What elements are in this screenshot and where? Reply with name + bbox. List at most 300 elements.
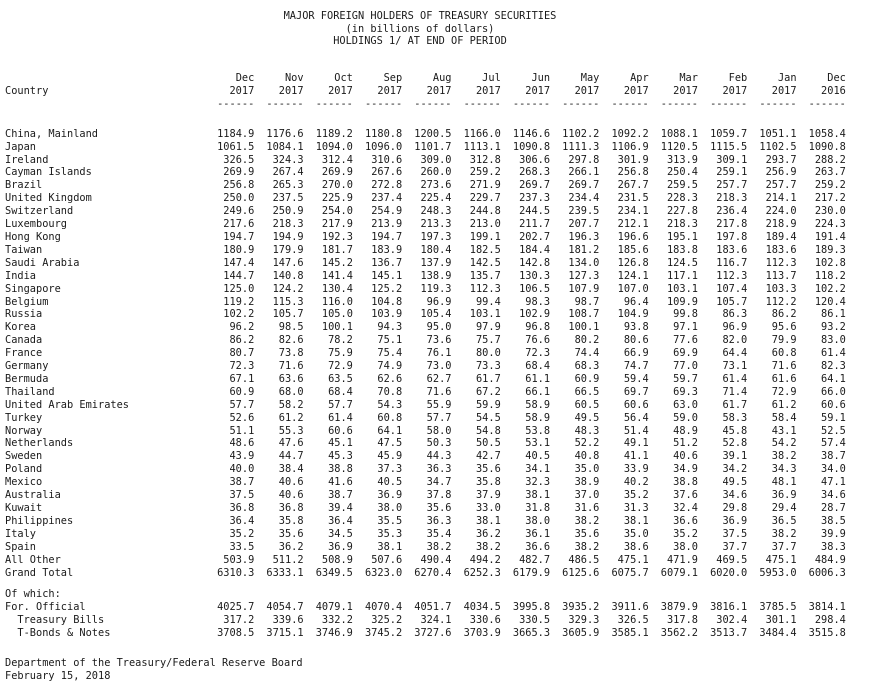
value-cell: 29.4 bbox=[771, 502, 797, 514]
value-cell: 329.3 bbox=[568, 614, 600, 627]
value-cell: 36.9 bbox=[722, 514, 748, 527]
value-cell: 217.8 bbox=[716, 218, 748, 231]
value-cell: 38.7 bbox=[229, 476, 255, 489]
value-cell: 102.9 bbox=[519, 308, 551, 321]
value-cell: 1084.1 bbox=[266, 140, 304, 153]
value-cell: 48.6 bbox=[229, 437, 255, 450]
value-cell: 484.9 bbox=[814, 553, 846, 566]
value-cell: 108.7 bbox=[568, 308, 600, 321]
value-cell: 272.8 bbox=[371, 179, 403, 192]
value-cell: 36.2 bbox=[475, 527, 501, 540]
table-row bbox=[5, 141, 846, 154]
value-cell: 239.5 bbox=[568, 205, 600, 218]
value-cell: 58.3 bbox=[722, 411, 748, 424]
value-cell: 35.5 bbox=[377, 514, 403, 527]
value-cell: 256.8 bbox=[223, 179, 255, 192]
value-cell: 3785.5 bbox=[759, 601, 797, 614]
value-cell: 96.9 bbox=[722, 321, 748, 334]
report-title: MAJOR FOREIGN HOLDERS OF TREASURY SECURITIES bbox=[283, 10, 557, 22]
value-cell: 254.9 bbox=[371, 205, 403, 218]
value-cell: 1184.9 bbox=[217, 127, 255, 140]
value-cell: 40.5 bbox=[377, 476, 403, 489]
value-cell: 31.3 bbox=[623, 502, 649, 514]
value-cell: 64.1 bbox=[377, 424, 403, 437]
value-cell: 35.0 bbox=[623, 527, 649, 540]
value-cell: 6270.4 bbox=[414, 566, 452, 579]
value-cell: 1094.0 bbox=[315, 140, 353, 153]
header-dashes: ------ bbox=[660, 97, 698, 110]
value-cell: 4079.1 bbox=[315, 601, 353, 614]
value-cell: 469.5 bbox=[716, 553, 748, 566]
value-cell: 36.9 bbox=[377, 489, 403, 502]
value-cell: 83.0 bbox=[821, 334, 846, 347]
value-cell: 40.6 bbox=[278, 476, 304, 489]
value-cell: 69.7 bbox=[623, 385, 649, 398]
header-month: Sep bbox=[383, 72, 403, 84]
value-cell: 68.4 bbox=[525, 360, 551, 373]
value-cell: 507.6 bbox=[371, 553, 403, 566]
value-cell: 234.4 bbox=[568, 192, 600, 205]
value-cell: 38.7 bbox=[821, 450, 846, 463]
value-cell: 38.0 bbox=[525, 514, 551, 527]
value-cell: 271.9 bbox=[469, 179, 501, 192]
value-cell: 125.0 bbox=[223, 282, 255, 295]
header-month: Aug bbox=[432, 72, 452, 84]
value-cell: 57.7 bbox=[229, 398, 255, 411]
value-cell: 58.9 bbox=[525, 411, 551, 424]
value-cell: 306.6 bbox=[519, 153, 551, 166]
value-cell: 32.4 bbox=[673, 502, 698, 514]
value-cell: 35.8 bbox=[278, 514, 304, 527]
value-cell: 112.3 bbox=[765, 256, 797, 269]
value-cell: 229.7 bbox=[469, 192, 501, 205]
value-cell: 4051.7 bbox=[414, 601, 452, 614]
value-cell: 144.7 bbox=[223, 269, 255, 282]
value-cell: 145.1 bbox=[371, 269, 403, 282]
value-cell: 66.0 bbox=[821, 385, 846, 398]
value-cell: 40.6 bbox=[278, 489, 304, 502]
value-cell: 62.6 bbox=[377, 372, 403, 385]
header-dashes: ------ bbox=[611, 97, 649, 110]
value-cell: 339.6 bbox=[272, 614, 304, 627]
value-cell: 98.5 bbox=[278, 321, 304, 334]
value-cell: 35.0 bbox=[574, 463, 600, 476]
value-cell: 6079.1 bbox=[660, 566, 698, 579]
value-cell: 105.0 bbox=[321, 308, 353, 321]
value-cell: 60.6 bbox=[821, 398, 846, 411]
value-cell: 181.7 bbox=[321, 243, 353, 256]
value-cell: 53.1 bbox=[525, 437, 551, 450]
value-cell: 494.2 bbox=[469, 553, 501, 566]
value-cell: 73.8 bbox=[278, 347, 304, 360]
value-cell: 54.8 bbox=[475, 424, 501, 437]
table-row bbox=[5, 334, 846, 347]
value-cell: 59.4 bbox=[623, 372, 649, 385]
table-row bbox=[5, 476, 846, 489]
value-cell: 34.3 bbox=[771, 463, 797, 476]
report-subtitle-units: (in billions of dollars) bbox=[345, 22, 495, 35]
country-name: Mexico bbox=[5, 476, 43, 489]
value-cell: 269.9 bbox=[321, 166, 353, 179]
value-cell: 38.1 bbox=[475, 514, 501, 527]
value-cell: 32.3 bbox=[525, 476, 551, 489]
value-cell: 1106.9 bbox=[611, 140, 649, 153]
value-cell: 96.9 bbox=[426, 295, 452, 308]
header-dashes: ------ bbox=[463, 97, 501, 110]
value-cell: 38.2 bbox=[771, 450, 797, 463]
value-cell: 6252.3 bbox=[463, 566, 501, 579]
value-cell: 94.3 bbox=[377, 321, 403, 334]
table-row bbox=[5, 231, 846, 244]
value-cell: 207.7 bbox=[568, 218, 600, 231]
value-cell: 268.3 bbox=[519, 166, 551, 179]
table-row bbox=[5, 541, 846, 554]
value-cell: 35.2 bbox=[229, 527, 255, 540]
value-cell: 77.6 bbox=[673, 334, 698, 347]
value-cell: 183.9 bbox=[371, 243, 403, 256]
value-cell: 1113.1 bbox=[463, 140, 501, 153]
value-cell: 43.1 bbox=[771, 424, 797, 437]
value-cell: 490.4 bbox=[420, 553, 452, 566]
header-year: 2017 bbox=[673, 84, 698, 97]
value-cell: 67.2 bbox=[475, 385, 501, 398]
value-cell: 40.8 bbox=[574, 450, 600, 463]
table-row bbox=[5, 270, 846, 283]
value-cell: 324.3 bbox=[272, 153, 304, 166]
value-cell: 33.0 bbox=[475, 502, 501, 514]
value-cell: 34.0 bbox=[821, 463, 846, 476]
value-cell: 244.5 bbox=[519, 205, 551, 218]
value-cell: 112.2 bbox=[765, 295, 797, 308]
value-cell: 73.3 bbox=[475, 360, 501, 373]
value-cell: 71.6 bbox=[278, 360, 304, 373]
value-cell: 1166.0 bbox=[463, 127, 501, 140]
value-cell: 35.3 bbox=[377, 527, 403, 540]
country-name: For. Official bbox=[5, 601, 86, 614]
value-cell: 45.3 bbox=[328, 450, 353, 463]
value-cell: 1051.1 bbox=[759, 127, 797, 140]
value-cell: 38.6 bbox=[623, 540, 649, 553]
value-cell: 54.2 bbox=[771, 437, 797, 450]
value-cell: 508.9 bbox=[321, 553, 353, 566]
value-cell: 37.6 bbox=[673, 489, 698, 502]
table-row bbox=[5, 218, 846, 231]
value-cell: 76.6 bbox=[525, 334, 551, 347]
value-cell: 48.3 bbox=[574, 424, 600, 437]
value-cell: 36.3 bbox=[426, 514, 452, 527]
value-cell: 267.4 bbox=[272, 166, 304, 179]
value-cell: 50.5 bbox=[475, 437, 501, 450]
header-month: Dec bbox=[827, 72, 846, 84]
report-subtitle-period: HOLDINGS 1/ AT END OF PERIOD bbox=[333, 35, 507, 47]
value-cell: 1176.6 bbox=[266, 127, 304, 140]
value-cell: 116.7 bbox=[716, 256, 748, 269]
header-dashes: ------ bbox=[315, 97, 353, 110]
value-cell: 269.7 bbox=[519, 179, 551, 192]
value-cell: 70.8 bbox=[377, 385, 403, 398]
value-cell: 38.5 bbox=[821, 514, 846, 527]
header-month: Feb bbox=[728, 72, 748, 84]
value-cell: 38.8 bbox=[328, 463, 353, 476]
of-which-label: Of which: bbox=[5, 588, 61, 601]
value-cell: 54.5 bbox=[475, 411, 501, 424]
value-cell: 136.7 bbox=[371, 256, 403, 269]
value-cell: 3995.8 bbox=[512, 601, 551, 614]
value-cell: 34.7 bbox=[426, 476, 452, 489]
value-cell: 6125.6 bbox=[562, 566, 600, 579]
value-cell: 257.7 bbox=[765, 179, 797, 192]
value-cell: 217.2 bbox=[814, 192, 846, 205]
value-cell: 51.1 bbox=[229, 424, 255, 437]
value-cell: 38.1 bbox=[623, 514, 649, 527]
value-cell: 259.2 bbox=[814, 179, 846, 192]
value-cell: 105.7 bbox=[716, 295, 748, 308]
value-cell: 104.9 bbox=[617, 308, 649, 321]
value-cell: 189.4 bbox=[765, 230, 797, 243]
value-cell: 57.7 bbox=[426, 411, 452, 424]
value-cell: 250.4 bbox=[666, 166, 698, 179]
value-cell: 107.4 bbox=[716, 282, 748, 295]
country-name: China, Mainland bbox=[5, 127, 98, 140]
header-dashes: ------ bbox=[759, 97, 797, 110]
value-cell: 3715.1 bbox=[266, 627, 304, 640]
country-name: Korea bbox=[5, 321, 36, 334]
value-cell: 58.0 bbox=[426, 424, 452, 437]
value-cell: 58.4 bbox=[771, 411, 797, 424]
value-cell: 36.4 bbox=[328, 514, 353, 527]
value-cell: 125.2 bbox=[371, 282, 403, 295]
value-cell: 6310.3 bbox=[217, 566, 255, 579]
value-cell: 249.6 bbox=[223, 205, 255, 218]
value-cell: 3708.5 bbox=[217, 627, 255, 640]
value-cell: 61.2 bbox=[278, 411, 304, 424]
value-cell: 35.6 bbox=[574, 527, 600, 540]
country-name: Philippines bbox=[5, 514, 74, 527]
value-cell: 72.3 bbox=[525, 347, 551, 360]
value-cell: 60.6 bbox=[328, 424, 353, 437]
table-row bbox=[5, 205, 846, 218]
value-cell: 38.2 bbox=[475, 540, 501, 553]
value-cell: 38.2 bbox=[771, 527, 797, 540]
value-cell: 250.9 bbox=[272, 205, 304, 218]
value-cell: 503.9 bbox=[223, 553, 255, 566]
header-dashes: ------ bbox=[266, 97, 304, 110]
table-row bbox=[5, 463, 846, 476]
value-cell: 4025.7 bbox=[217, 601, 255, 614]
value-cell: 82.0 bbox=[722, 334, 748, 347]
country-name: Belgium bbox=[5, 295, 49, 308]
table-row bbox=[5, 489, 846, 502]
value-cell: 82.3 bbox=[821, 360, 846, 373]
table-row bbox=[5, 166, 846, 179]
value-cell: 3484.4 bbox=[759, 627, 797, 640]
value-cell: 326.5 bbox=[223, 153, 255, 166]
header-year: 2017 bbox=[574, 84, 600, 97]
sub-total-row bbox=[5, 614, 846, 627]
value-cell: 1102.5 bbox=[759, 140, 797, 153]
value-cell: 37.3 bbox=[377, 463, 403, 476]
country-name: Bermuda bbox=[5, 372, 49, 385]
value-cell: 103.9 bbox=[371, 308, 403, 321]
value-cell: 4034.5 bbox=[463, 601, 501, 614]
value-cell: 1120.5 bbox=[660, 140, 698, 153]
value-cell: 228.3 bbox=[666, 192, 698, 205]
value-cell: 1090.8 bbox=[512, 140, 551, 153]
value-cell: 237.4 bbox=[371, 192, 403, 205]
value-cell: 37.7 bbox=[771, 540, 797, 553]
value-cell: 60.9 bbox=[574, 372, 600, 385]
header-year: 2017 bbox=[229, 84, 255, 97]
value-cell: 41.1 bbox=[623, 450, 649, 463]
value-cell: 60.8 bbox=[377, 411, 403, 424]
value-cell: 36.6 bbox=[673, 514, 698, 527]
country-name: Norway bbox=[5, 424, 43, 437]
value-cell: 138.9 bbox=[420, 269, 452, 282]
value-cell: 1092.2 bbox=[611, 127, 649, 140]
value-cell: 38.8 bbox=[673, 476, 698, 489]
header-dashes: ------ bbox=[808, 97, 846, 110]
value-cell: 130.4 bbox=[321, 282, 353, 295]
value-cell: 5953.0 bbox=[759, 566, 797, 579]
value-cell: 75.4 bbox=[377, 347, 403, 360]
value-cell: 1115.5 bbox=[710, 140, 748, 153]
value-cell: 116.0 bbox=[321, 295, 353, 308]
value-cell: 59.9 bbox=[475, 398, 501, 411]
value-cell: 326.5 bbox=[617, 614, 649, 627]
value-cell: 4070.4 bbox=[364, 601, 403, 614]
header-year-row bbox=[5, 85, 846, 98]
value-cell: 142.8 bbox=[519, 256, 551, 269]
value-cell: 106.5 bbox=[519, 282, 551, 295]
table-row bbox=[5, 554, 846, 567]
value-cell: 130.3 bbox=[519, 269, 551, 282]
value-cell: 3816.1 bbox=[710, 601, 748, 614]
value-cell: 34.9 bbox=[673, 463, 698, 476]
value-cell: 37.5 bbox=[229, 489, 255, 502]
value-cell: 103.1 bbox=[469, 308, 501, 321]
value-cell: 102.2 bbox=[814, 282, 846, 295]
value-cell: 80.2 bbox=[574, 334, 600, 347]
country-name: United Arab Emirates bbox=[5, 398, 129, 411]
value-cell: 57.4 bbox=[821, 437, 846, 450]
country-name: Spain bbox=[5, 540, 36, 553]
value-cell: 6075.7 bbox=[611, 566, 649, 579]
header-dashes: ------ bbox=[414, 97, 452, 110]
holdings-table bbox=[5, 72, 846, 640]
value-cell: 196.6 bbox=[617, 230, 649, 243]
value-cell: 96.4 bbox=[623, 295, 649, 308]
value-cell: 34.6 bbox=[821, 489, 846, 502]
value-cell: 74.9 bbox=[377, 360, 403, 373]
value-cell: 45.8 bbox=[722, 424, 748, 437]
value-cell: 1189.2 bbox=[315, 127, 353, 140]
value-cell: 50.3 bbox=[426, 437, 452, 450]
value-cell: 112.3 bbox=[469, 282, 501, 295]
header-year: 2017 bbox=[377, 84, 403, 97]
value-cell: 325.2 bbox=[371, 614, 403, 627]
value-cell: 3746.9 bbox=[315, 627, 353, 640]
value-cell: 86.2 bbox=[771, 308, 797, 321]
value-cell: 6323.0 bbox=[364, 566, 403, 579]
value-cell: 147.4 bbox=[223, 256, 255, 269]
value-cell: 6020.0 bbox=[710, 566, 748, 579]
value-cell: 38.0 bbox=[377, 502, 403, 514]
country-name: Saudi Arabia bbox=[5, 256, 80, 269]
country-name: India bbox=[5, 269, 36, 282]
value-cell: 40.0 bbox=[229, 463, 255, 476]
value-cell: 78.2 bbox=[328, 334, 353, 347]
value-cell: 52.8 bbox=[722, 437, 748, 450]
table-row bbox=[5, 502, 846, 515]
value-cell: 236.4 bbox=[716, 205, 748, 218]
value-cell: 34.2 bbox=[722, 463, 748, 476]
country-name: Kuwait bbox=[5, 502, 43, 514]
value-cell: 103.3 bbox=[765, 282, 797, 295]
value-cell: 34.5 bbox=[328, 527, 353, 540]
value-cell: 58.2 bbox=[278, 398, 304, 411]
table-row bbox=[5, 437, 846, 450]
sub-total-row bbox=[5, 627, 846, 640]
value-cell: 77.0 bbox=[673, 360, 698, 373]
value-cell: 63.6 bbox=[278, 372, 304, 385]
value-cell: 98.3 bbox=[525, 295, 551, 308]
value-cell: 40.6 bbox=[673, 450, 698, 463]
table-row bbox=[5, 321, 846, 334]
value-cell: 217.6 bbox=[223, 218, 255, 231]
spacer-row bbox=[5, 579, 846, 588]
value-cell: 38.2 bbox=[574, 540, 600, 553]
value-cell: 40.5 bbox=[525, 450, 551, 463]
value-cell: 51.4 bbox=[623, 424, 649, 437]
value-cell: 3703.9 bbox=[463, 627, 501, 640]
value-cell: 195.1 bbox=[666, 230, 698, 243]
country-name: Thailand bbox=[5, 385, 55, 398]
country-name: Poland bbox=[5, 463, 43, 476]
value-cell: 75.1 bbox=[377, 334, 403, 347]
value-cell: 1111.3 bbox=[562, 140, 600, 153]
value-cell: 99.8 bbox=[673, 308, 698, 321]
value-cell: 36.8 bbox=[278, 502, 304, 514]
header-month: Apr bbox=[630, 72, 649, 84]
header-year: 2017 bbox=[278, 84, 304, 97]
value-cell: 297.8 bbox=[568, 153, 600, 166]
country-name: Netherlands bbox=[5, 437, 74, 450]
value-cell: 486.5 bbox=[568, 553, 600, 566]
value-cell: 330.6 bbox=[469, 614, 501, 627]
value-cell: 127.3 bbox=[568, 269, 600, 282]
header-month: Jan bbox=[777, 72, 797, 84]
value-cell: 48.1 bbox=[771, 476, 797, 489]
value-cell: 86.1 bbox=[821, 308, 846, 321]
value-cell: 47.5 bbox=[377, 437, 403, 450]
value-cell: 224.3 bbox=[814, 218, 846, 231]
value-cell: 248.3 bbox=[420, 205, 452, 218]
value-cell: 312.4 bbox=[321, 153, 353, 166]
value-cell: 3665.3 bbox=[512, 627, 551, 640]
value-cell: 49.5 bbox=[574, 411, 600, 424]
table-row bbox=[5, 257, 846, 270]
value-cell: 99.4 bbox=[475, 295, 501, 308]
value-cell: 59.1 bbox=[821, 411, 846, 424]
value-cell: 194.7 bbox=[223, 230, 255, 243]
value-cell: 298.4 bbox=[814, 614, 846, 627]
header-year: 2017 bbox=[475, 84, 501, 97]
header-year: 2017 bbox=[328, 84, 353, 97]
country-name: Sweden bbox=[5, 450, 43, 463]
value-cell: 47.6 bbox=[278, 437, 304, 450]
value-cell: 76.1 bbox=[426, 347, 452, 360]
value-cell: 36.2 bbox=[278, 540, 304, 553]
